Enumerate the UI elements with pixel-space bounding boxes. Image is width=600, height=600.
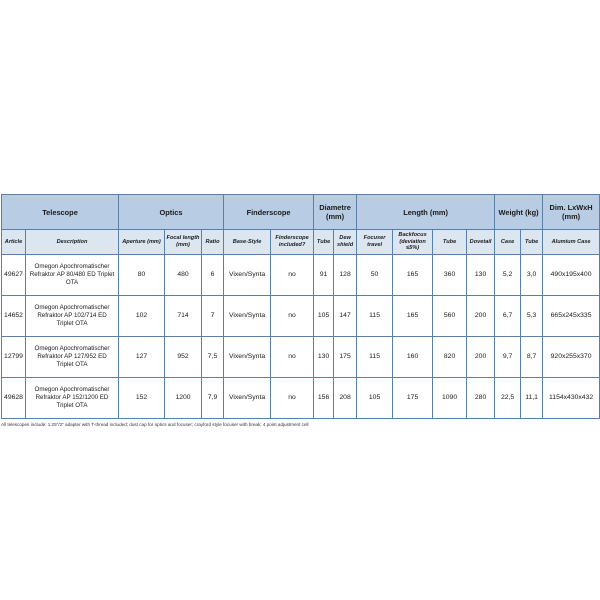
table-row (2, 337, 600, 378)
table-cell: no (271, 255, 314, 296)
table-cell: 714 (165, 296, 202, 337)
column-header: Alumium Case (543, 230, 600, 255)
table-cell: 128 (334, 255, 357, 296)
table-cell: 115 (357, 296, 393, 337)
table-cell: no (271, 337, 314, 378)
article-cell: 49627 (2, 255, 26, 296)
column-header: Description (26, 230, 119, 255)
table-cell: 91 (314, 255, 334, 296)
table-cell: 102 (119, 296, 165, 337)
table-cell: 175 (393, 378, 433, 419)
table-cell: 6 (202, 255, 224, 296)
table-row (2, 378, 600, 419)
article-cell: 49628 (2, 378, 26, 419)
group-header-length: Length (mm) (357, 195, 495, 230)
group-header-diametre: Diametre (mm) (314, 195, 357, 230)
table-cell: Vixen/Synta (224, 296, 271, 337)
table-row (2, 296, 600, 337)
table-cell: 130 (467, 255, 495, 296)
column-header: Dew shield (334, 230, 357, 255)
table-cell: 3,0 (521, 255, 543, 296)
group-header-row (2, 195, 600, 230)
column-header: Dovetail (467, 230, 495, 255)
column-header: Finderscope included? (271, 230, 314, 255)
table-cell: 50 (357, 255, 393, 296)
group-header-optics: Optics (119, 195, 224, 230)
description-cell: Omegon Apochromatischer Refraktor AP 127/952 ED Triplet OTA (26, 337, 119, 378)
table-cell: 280 (467, 378, 495, 419)
table-cell: 490x195x400 (543, 255, 600, 296)
table-cell: 952 (165, 337, 202, 378)
column-header: Aperture (mm) (119, 230, 165, 255)
table-cell: 80 (119, 255, 165, 296)
table-cell: 560 (433, 296, 467, 337)
description-cell: Omegon Apochromatischer Refraktor AP 152/1200 ED Triplet OTA (26, 378, 119, 419)
table-cell: 6,7 (495, 296, 521, 337)
group-header-weight: Weight (kg) (495, 195, 543, 230)
table-cell: 665x245x335 (543, 296, 600, 337)
description-cell: Omegon Apochromatischer Refraktor AP 80/480 ED Triplet OTA (26, 255, 119, 296)
table-cell: 1090 (433, 378, 467, 419)
column-header: Tube (521, 230, 543, 255)
table-cell: 208 (334, 378, 357, 419)
table-cell: 156 (314, 378, 334, 419)
table-cell: 1200 (165, 378, 202, 419)
table-cell: 152 (119, 378, 165, 419)
table-cell: 9,7 (495, 337, 521, 378)
column-header: Backfocus (deviation ≤5%) (393, 230, 433, 255)
table-cell: 1154x430x432 (543, 378, 600, 419)
table-cell: 147 (334, 296, 357, 337)
table-footnote: All telescopes include: 1.25"/2" adapter with T-thread included; dust cap for optics and focuser; crayford style focuser with break; 4 point adjustment cell (1, 422, 309, 427)
column-header-row (2, 230, 600, 255)
table-cell: 22,5 (495, 378, 521, 419)
column-header: Base-Style (224, 230, 271, 255)
column-header: Focuser travel (357, 230, 393, 255)
column-header: Case (495, 230, 521, 255)
column-header: Ratio (202, 230, 224, 255)
table-cell: 115 (357, 337, 393, 378)
article-cell: 12799 (2, 337, 26, 378)
table-cell: 130 (314, 337, 334, 378)
table-cell: 160 (393, 337, 433, 378)
column-header: Tube (314, 230, 334, 255)
table-cell: no (271, 378, 314, 419)
table-cell: Vixen/Synta (224, 378, 271, 419)
table-cell: 7,9 (202, 378, 224, 419)
group-header-finderscope: Finderscope (224, 195, 314, 230)
table-cell: no (271, 296, 314, 337)
table-cell: 200 (467, 296, 495, 337)
table-cell: 360 (433, 255, 467, 296)
table-cell: 105 (357, 378, 393, 419)
column-header: Focal length (mm) (165, 230, 202, 255)
table-cell: 165 (393, 296, 433, 337)
table-cell: 820 (433, 337, 467, 378)
group-header-telescope: Telescope (2, 195, 119, 230)
table-cell: 11,1 (521, 378, 543, 419)
table-cell: 165 (393, 255, 433, 296)
table-cell: 105 (314, 296, 334, 337)
table-cell: 920x255x370 (543, 337, 600, 378)
table-row (2, 255, 600, 296)
table-cell: 200 (467, 337, 495, 378)
table-cell: 7,5 (202, 337, 224, 378)
telescope-spec-table (1, 194, 600, 419)
description-cell: Omegon Apochromatischer Refraktor AP 102/714 ED Triplet OTA (26, 296, 119, 337)
table-cell: 5,2 (495, 255, 521, 296)
table-cell: 8,7 (521, 337, 543, 378)
article-cell: 14652 (2, 296, 26, 337)
column-header: Tube (433, 230, 467, 255)
table-cell: Vixen/Synta (224, 337, 271, 378)
spec-table-container (1, 194, 599, 427)
table-cell: Vixen/Synta (224, 255, 271, 296)
table-cell: 7 (202, 296, 224, 337)
table-cell: 127 (119, 337, 165, 378)
group-header-dimensions: Dim. LxWxH (mm) (543, 195, 600, 230)
table-cell: 480 (165, 255, 202, 296)
table-cell: 5,3 (521, 296, 543, 337)
table-cell: 175 (334, 337, 357, 378)
column-header: Article (2, 230, 26, 255)
